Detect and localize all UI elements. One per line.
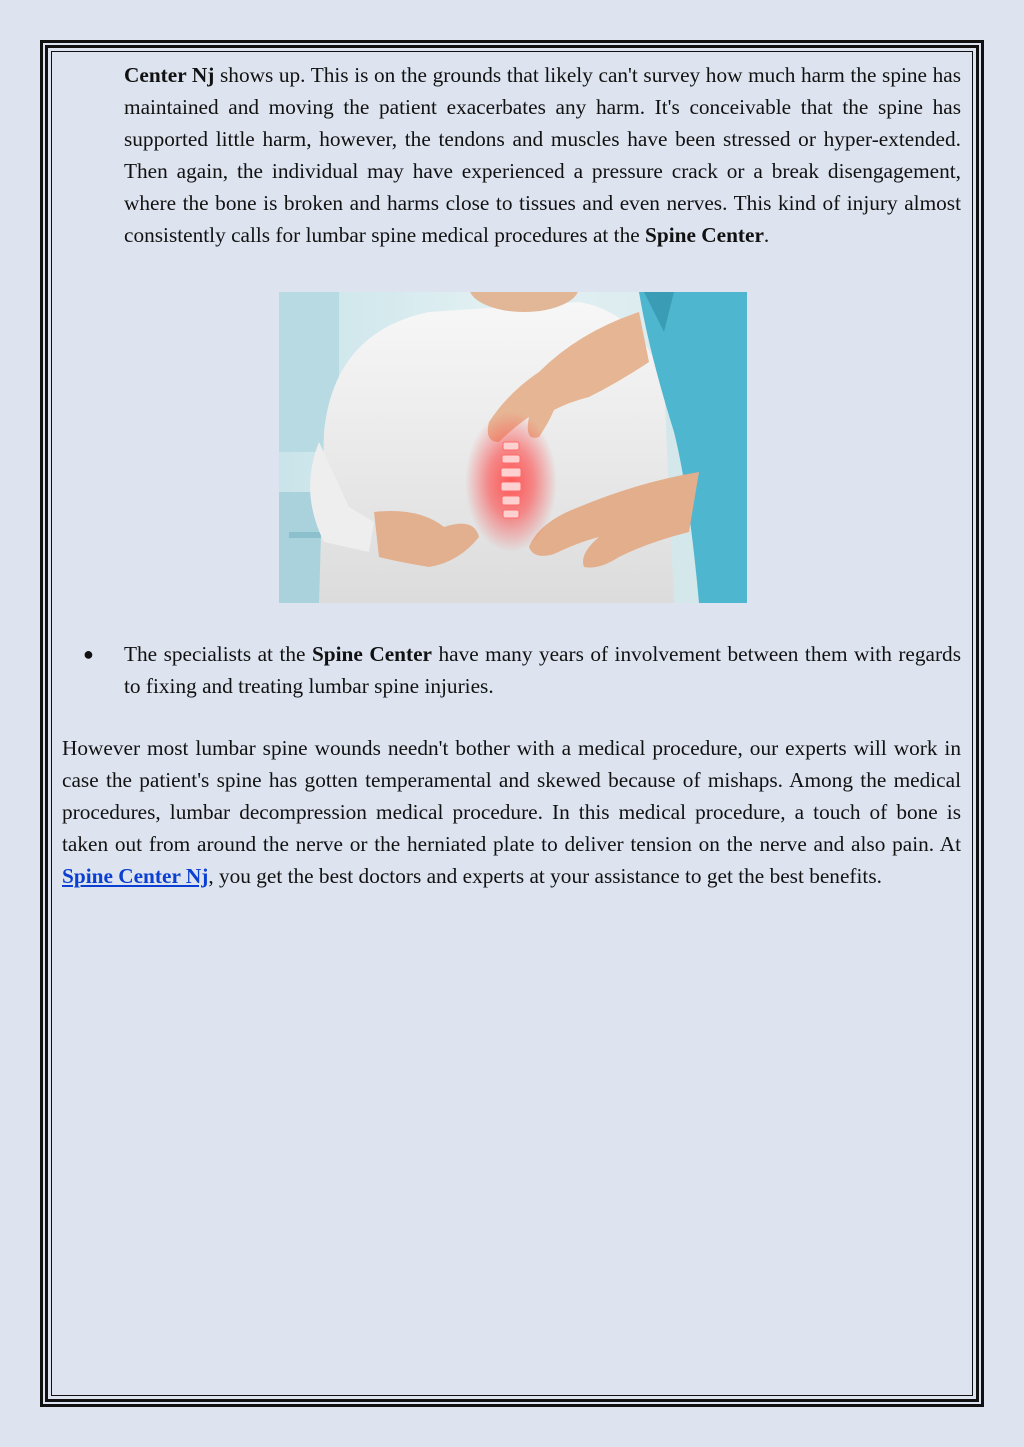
paragraph2-text: However most lumbar spine wounds needn't bother with a medical procedure, our experts will work in case the patient's spine has gotten temperamental and skewed because of mishaps. Among the medical procedures, lumbar decompression medical procedure. In this medical procedure, a touch of bone is taken out from around the nerve or the herniated plate to deliver tension on the nerve and also pain. At [62, 736, 961, 856]
paragraph-text: shows up. This is on the grounds that likely can't survey how much harm the spine has maintained and moving the patient exacerbates any harm. It's conceivable that the spine has supported little harm, however, the tendons and muscles have been stressed or hyper-extended. Then again, the individual may have experienced a pressure crack or a break disengagement, where the bone is broken and harms close to tissues and even nerves. This kind of injury almost consistently calls for lumbar spine medical procedures at the [124, 63, 962, 247]
bullet-specialists [62, 638, 961, 702]
back-pain-photo [279, 292, 747, 603]
spine-center-nj-link[interactable]: Spine Center Nj [62, 864, 209, 888]
bold-spine-center: Spine Center [645, 223, 764, 247]
document-content [62, 59, 961, 892]
paragraph-spine-injury [124, 59, 961, 251]
back-pain-illustration [279, 292, 747, 603]
bullet-text-before: The specialists at the [124, 642, 312, 666]
bullet-text [124, 638, 961, 702]
bullet-marker: ● [83, 644, 94, 664]
bullet-text-after: have many years of involvement between them with regards to fixing and treating lumbar spine injuries. [124, 642, 961, 698]
bold-spine-center-bullet: Spine Center [311, 642, 432, 666]
bold-center-nj: Center Nj [124, 63, 215, 87]
paragraph-lumbar-surgery [62, 732, 961, 892]
paragraph2-text-after: , you get the best doctors and experts at your assistance to get the best benefits. [208, 864, 882, 888]
paragraph-punct: . [763, 223, 770, 247]
